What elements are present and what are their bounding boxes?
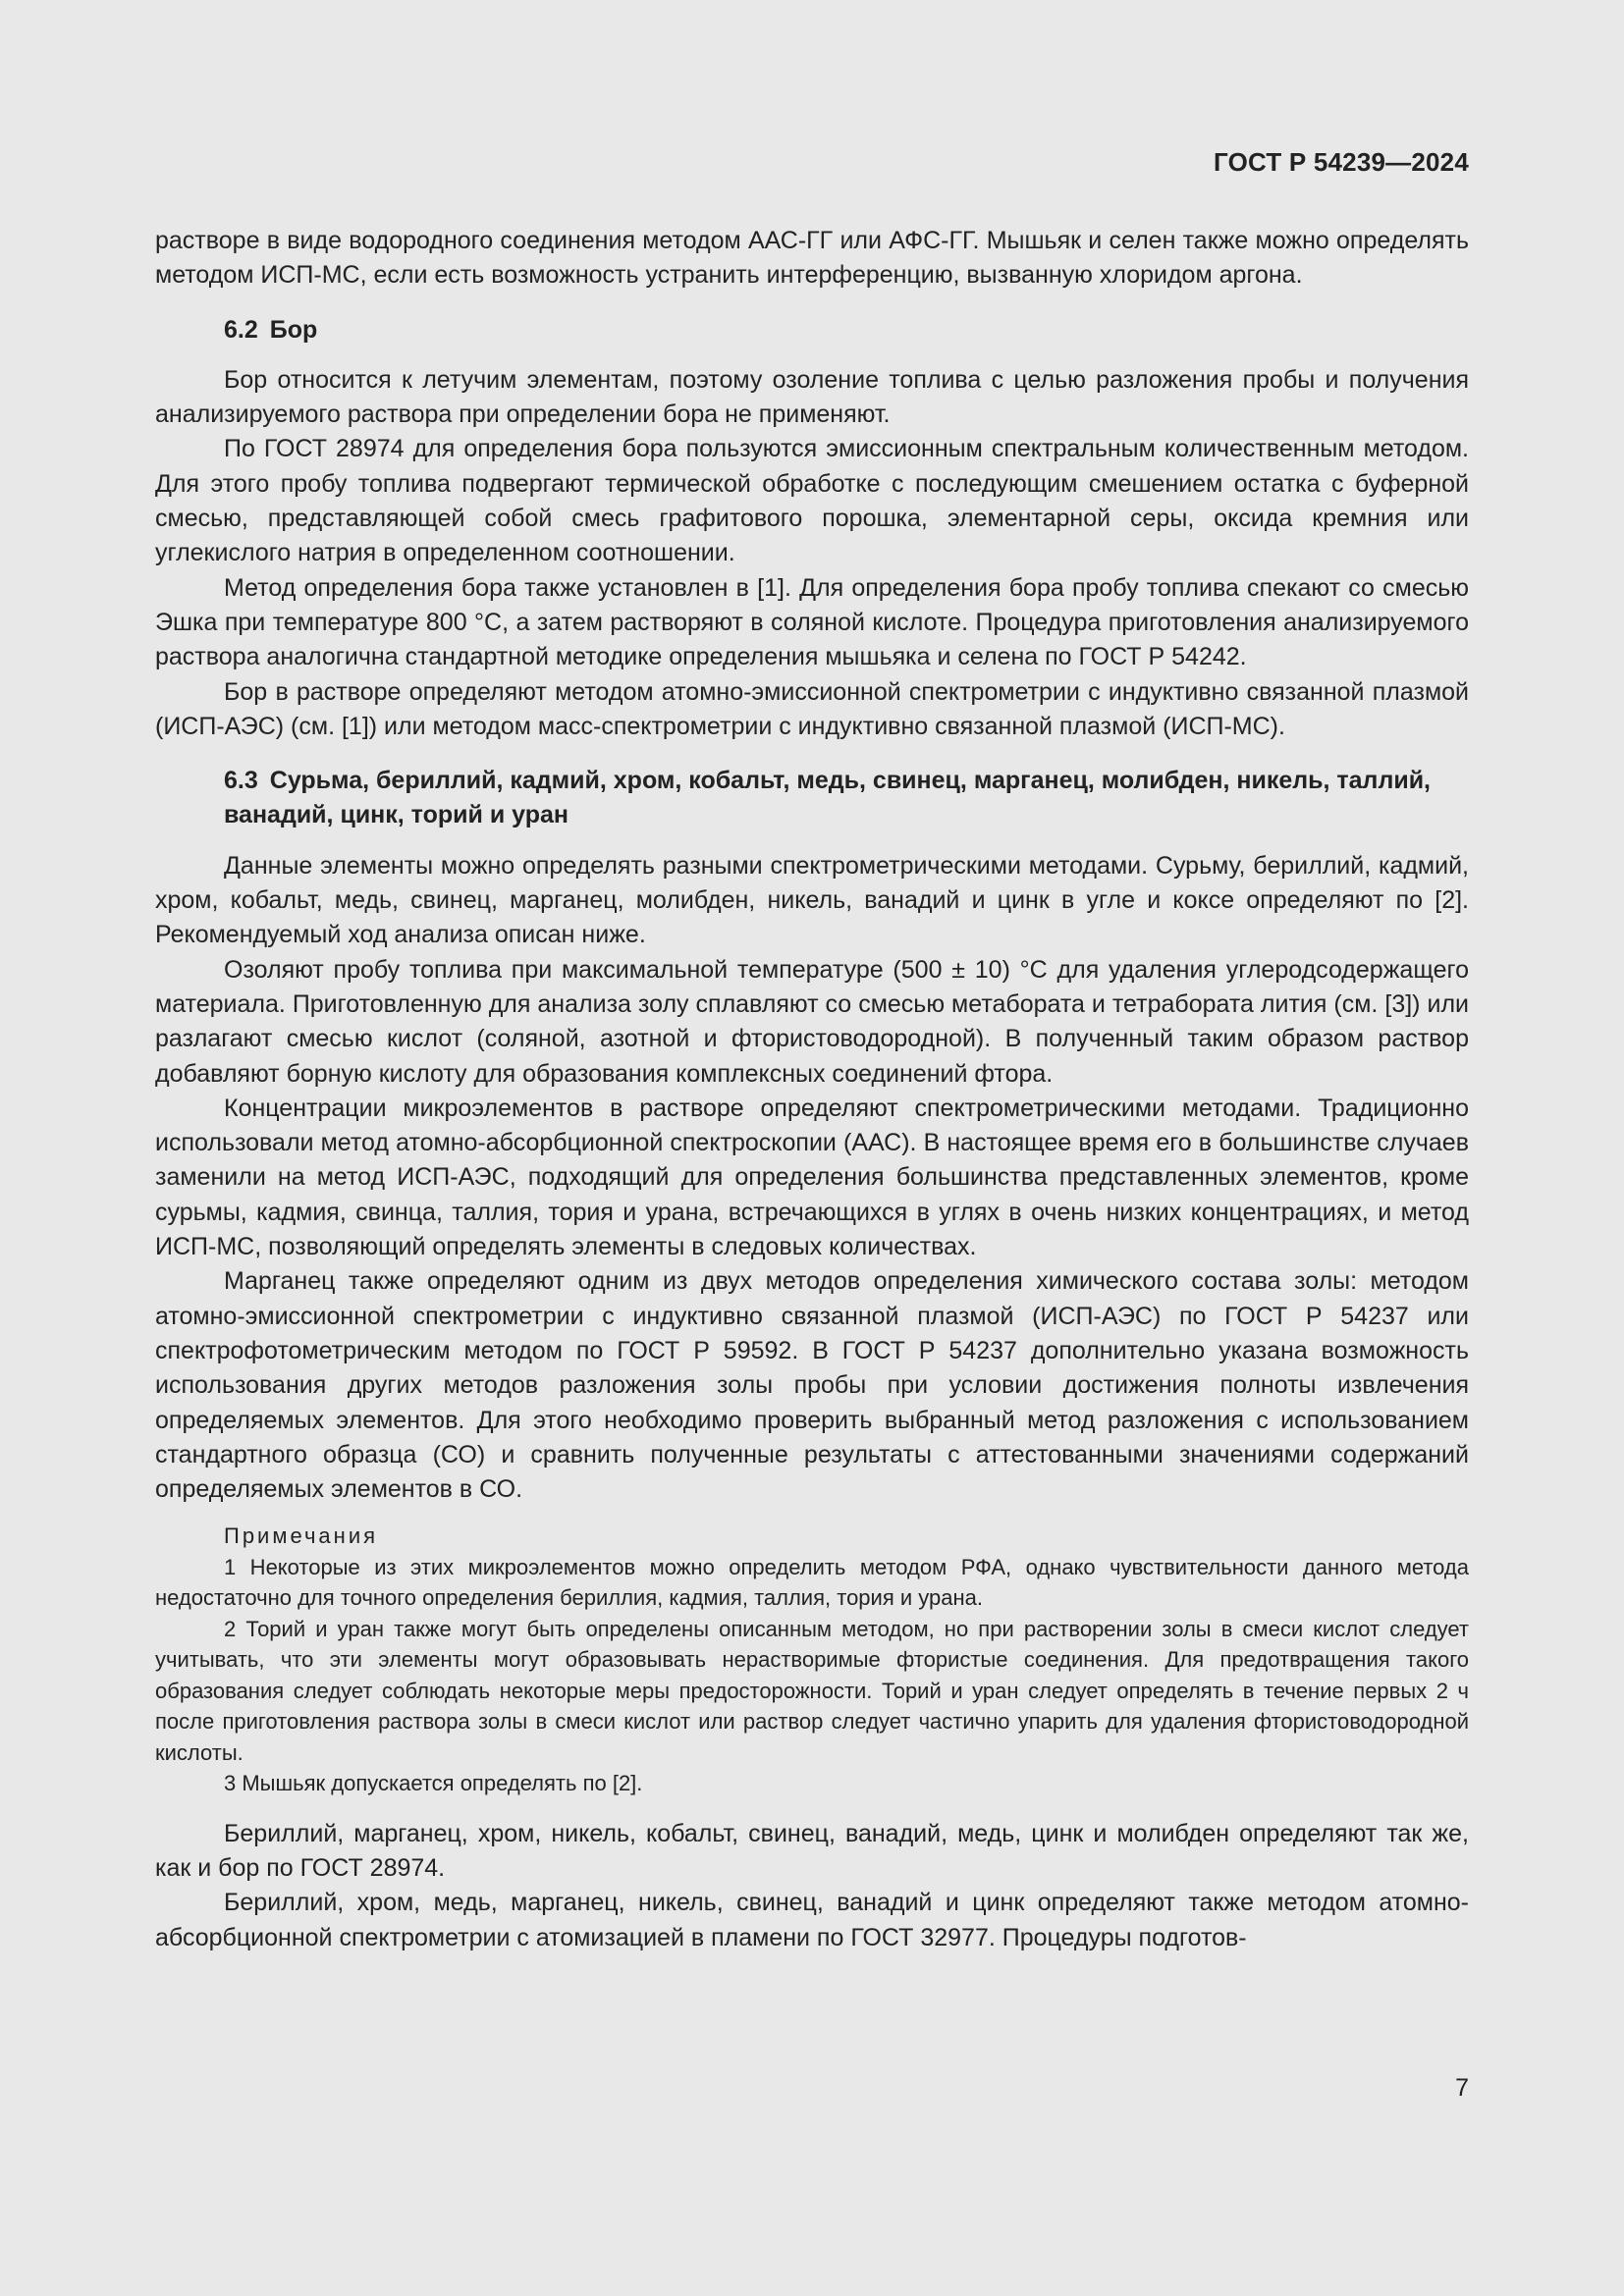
section-number: 6.2 (224, 315, 258, 344)
paragraph: Бор относится к летучим элементам, поэтому озоление топлива с целью разложения пробы и получения анализируемого раствора при определении бора не применяют. (155, 365, 1469, 429)
paragraph: Метод определения бора также установлен в [1]. Для определения бора пробу топлива спекают со смесью Эшка при температуре 800 °С, а затем растворяют в соляной кислоте. Процедура приготовления анализируемого раствора аналогична стандартной методике определения мышьяка и селена по ГОСТ Р 54242. (155, 573, 1469, 671)
page-number: 7 (1455, 2074, 1469, 2102)
page-content (155, 224, 1469, 1955)
notes-block (155, 1521, 1469, 1799)
paragraph: Концентрации микроэлементов в растворе определяют спектрометрическими методами. Традиционно использовали метод атомно-абсорбционной спектроскопии (ААС). В настоящее время его в большинстве случаев заменили на метод ИСП-АЭС, подходящий для определения большинства представленных элементов, кроме сурьмы, кадмия, свинца, таллия, тория и урана, встречающихся в углях в очень низких концентрациях, и метод ИСП-МС, позволяющий определять элементы в следовых количествах. (155, 1094, 1469, 1261)
paragraph: По ГОСТ 28974 для определения бора пользуются эмиссионным спектральным количественным методом. Для этого пробу топлива подвергают термической обработке с последующим смешением остатка с буферной смесью, представляющей собой смесь графитового порошка, элементарной серы, оксида кремния или углекислого натрия в определенном соотношении. (155, 435, 1469, 567)
paragraph: Марганец также определяют одним из двух методов определения химического состава золы: методом атомно-эмиссионной спектрометрии с индуктивно связанной плазмой (ИСП-АЭС) по ГОСТ Р 54237 или спектрофотометрическим методом по ГОСТ Р 59592. В ГОСТ Р 54237 дополнительно указана возможность использования других методов разложения золы пробы при условии достижения полноты извлечения определяемых элементов. Для этого необходимо проверить выбранный метод разложения с использованием стандартного образца (СО) и сравнить полученные результаты с аттестованными значениями содержаний определяемых элементов в СО. (155, 1267, 1469, 1504)
section-heading-6-2 (155, 313, 1469, 347)
section-title: Бор (269, 315, 318, 344)
paragraph-continuation: растворе в виде водородного соединения методом ААС-ГГ или АФС-ГГ. Мышьяк и селен также можно определять методом ИСП-МС, если есть возможность устранить интерференцию, вызванную хлоридом аргона. (155, 227, 1469, 290)
note-item: 1 Некоторые из этих микроэлементов можно определить методом РФА, однако чувствительности данного метода недостаточно для точного определения бериллия, кадмия, таллия, тория и урана. (155, 1554, 1469, 1611)
section-title: Сурьма, бериллий, кадмий, хром, кобальт, медь, свинец, марганец, молибден, никель, таллий, ванадий, цинк, торий и уран (224, 767, 1432, 829)
paragraph: Озоляют пробу топлива при максимальной температуре (500 ± 10) °С для удаления углеродсодержащего материала. Приготовленную для анализа золу сплавляют со смесью метабората и тетрабората лития (см. [3]) или разлагают смесью кислот (соляной, азотной и фтористоводородной). В полученный таким образом раствор добавляют борную кислоту для образования комплексных соединений фтора. (155, 955, 1469, 1088)
paragraph: Бериллий, хром, медь, марганец, никель, свинец, ванадий и цинк определяют также методом атомно-абсорбционной спектрометрии с атомизацией в пламени по ГОСТ 32977. Процедуры подготов- (155, 1889, 1469, 1951)
paragraph: Бериллий, марганец, хром, никель, кобальт, свинец, ванадий, медь, цинк и молибден определяют так же, как и бор по ГОСТ 28974. (155, 1819, 1469, 1883)
section-number: 6.3 (224, 767, 258, 795)
paragraph: Данные элементы можно определять разными спектрометрическими методами. Сурьму, бериллий, кадмий, хром, кобальт, медь, свинец, марганец, молибден, никель, ванадий и цинк в угле и коксе определяют по [2]. Рекомендуемый ход анализа описан ниже. (155, 851, 1469, 949)
note-item: 2 Торий и уран также могут быть определены описанным методом, но при растворении золы в смеси кислот следует учитывать, что эти элементы могут образовывать нерастворимые фтористые соединения. Для предотвращения такого образования следует соблюдать некоторые меры предосторожности. Торий и уран следует определять в течение первых 2 ч после приготовления раствора золы в смеси кислот или раствор следует частично упарить для удаления фтористоводородной кислоты. (155, 1616, 1469, 1765)
notes-title: Примечания (224, 1523, 379, 1549)
paragraph: Бор в растворе определяют методом атомно-эмиссионной спектрометрии с индуктивно связанной плазмой (ИСП-АЭС) (см. [1]) или методом масс-спектрометрии с индуктивно связанной плазмой (ИСП-МС). (155, 677, 1469, 740)
note-item: 3 Мышьяк допускается определять по [2]. (224, 1771, 643, 1796)
document-code-header: ГОСТ Р 54239—2024 (1214, 147, 1469, 177)
section-heading-6-3 (155, 764, 1469, 833)
